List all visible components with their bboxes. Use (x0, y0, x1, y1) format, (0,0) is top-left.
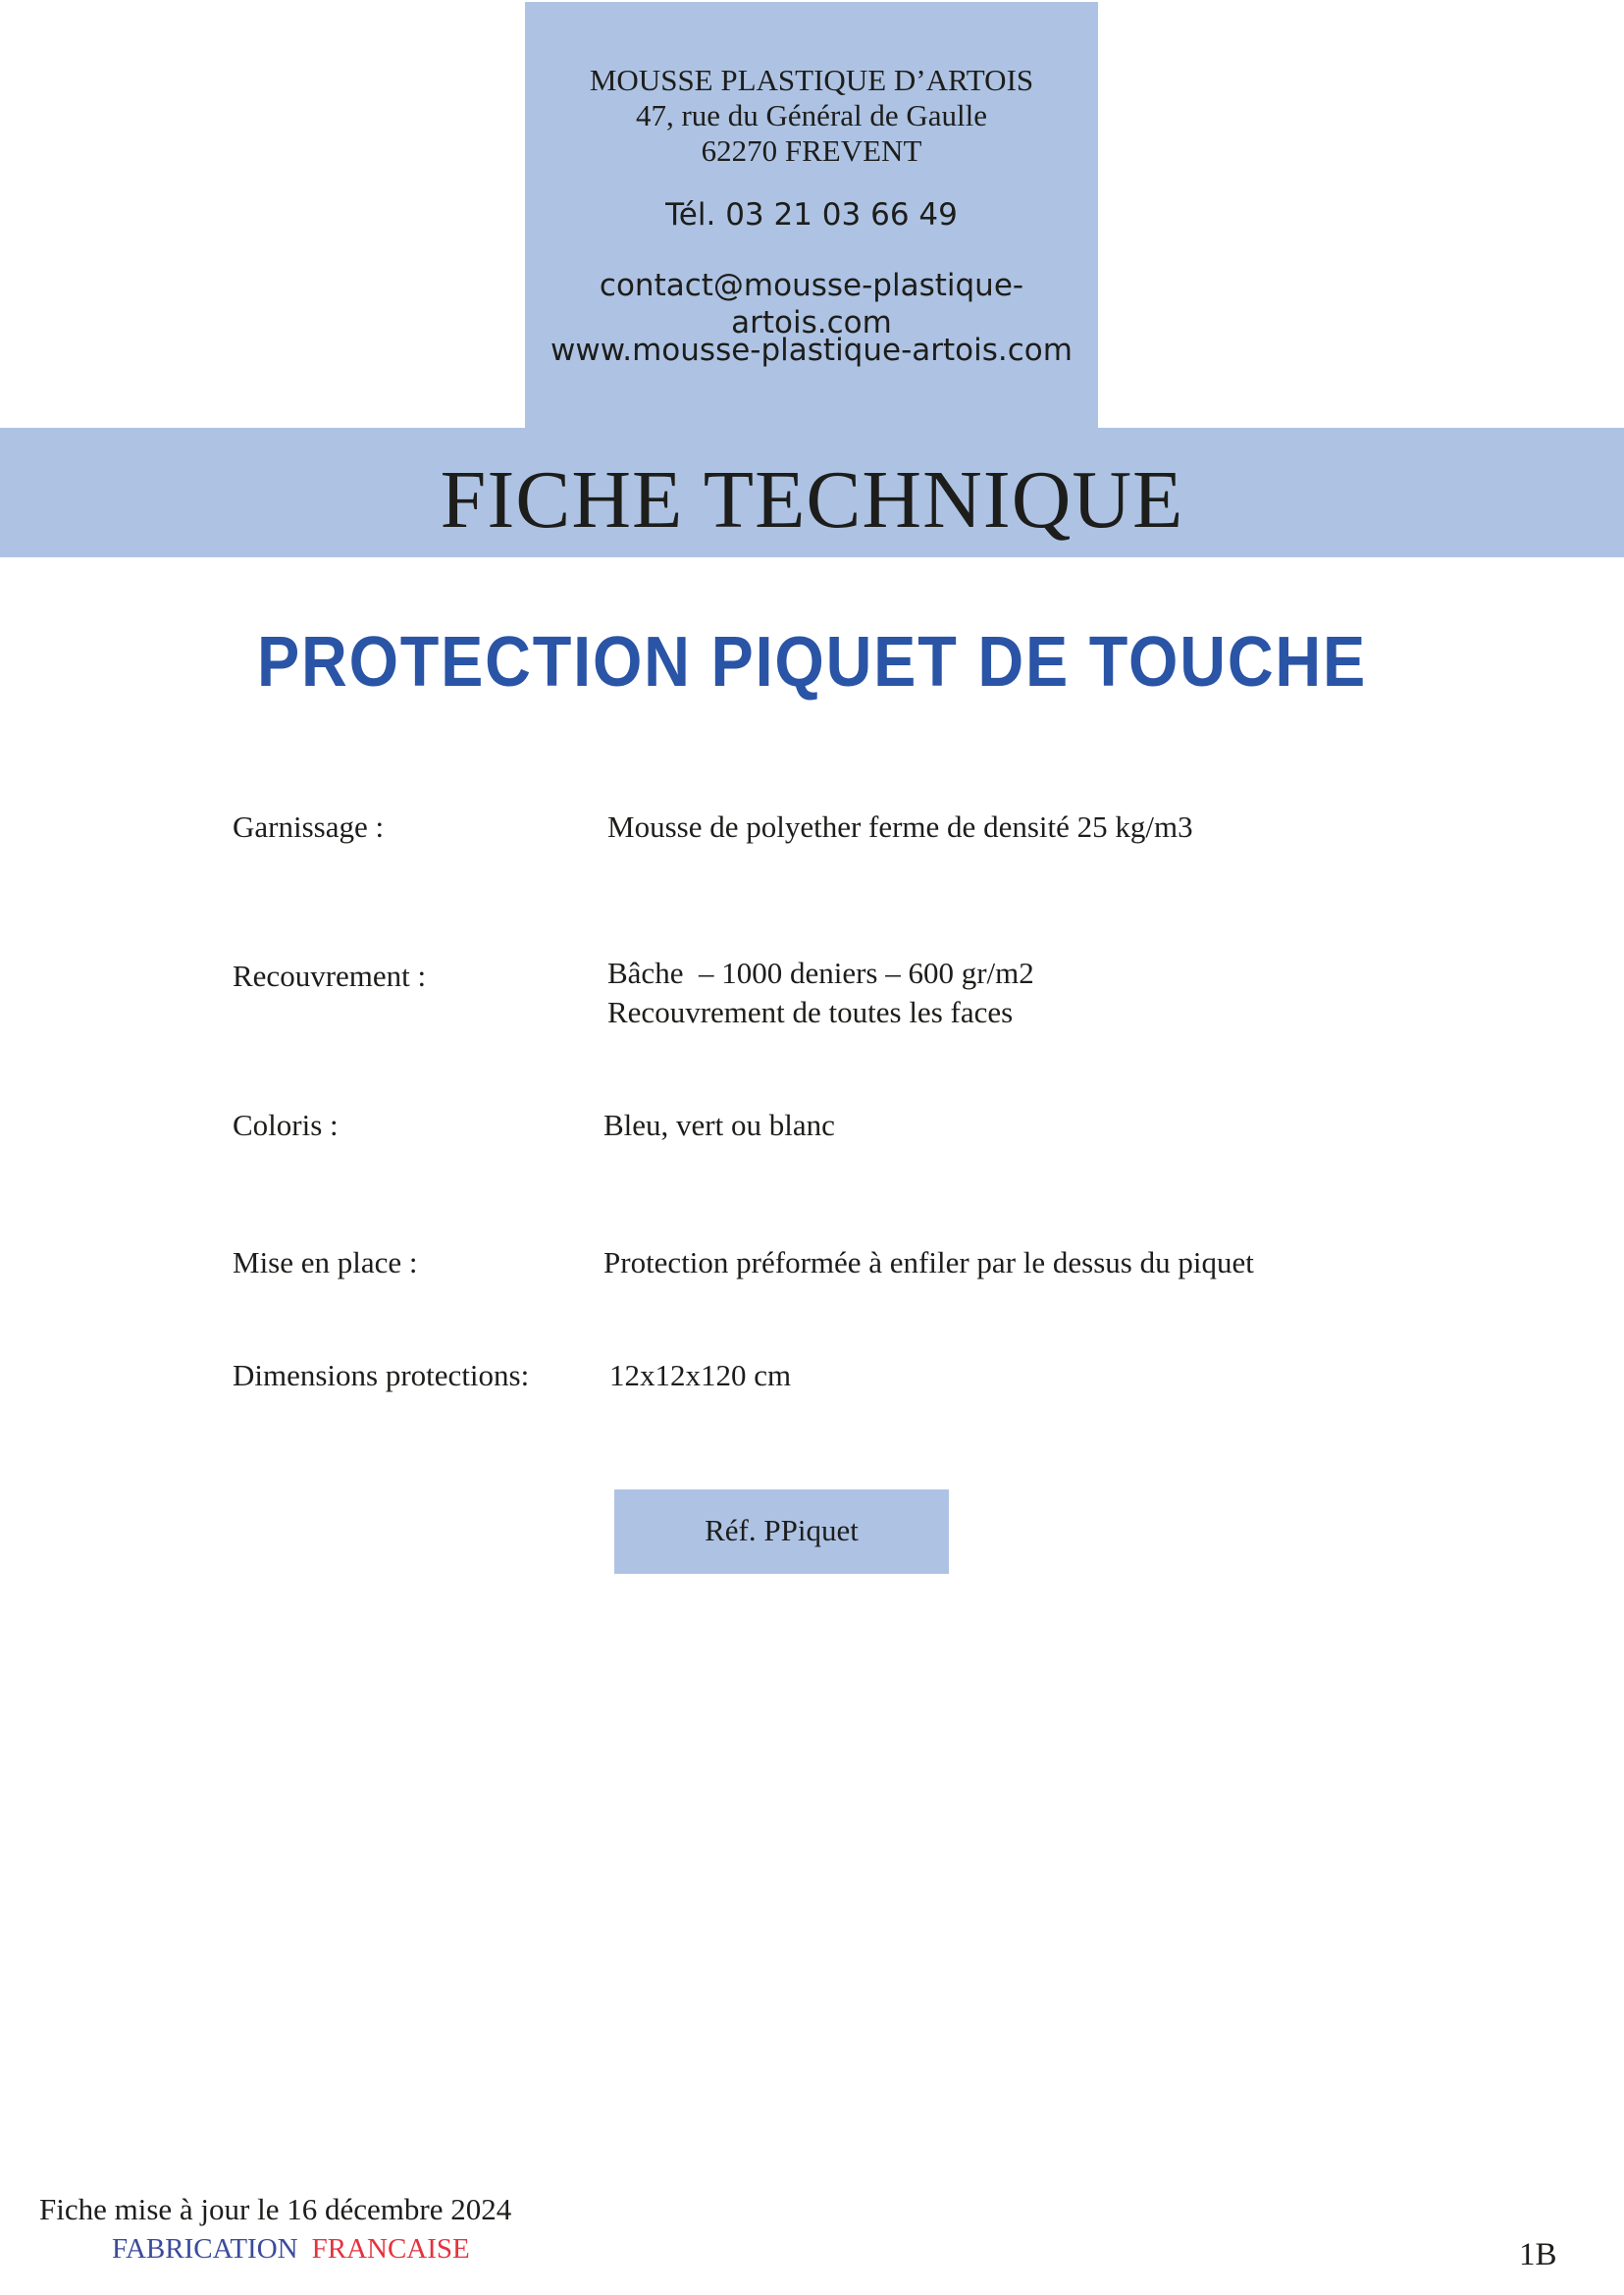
company-name: MOUSSE PLASTIQUE D’ARTOIS (589, 63, 1034, 97)
spec-label-coloris: Coloris : (233, 1108, 339, 1142)
spec-label-garnissage: Garnissage : (233, 809, 385, 844)
spec-value-dimensions: 12x12x120 cm (609, 1358, 792, 1392)
spec-label-mise-en-place: Mise en place : (233, 1245, 418, 1279)
footer-fabrication (112, 2231, 470, 2267)
spec-value-recouvrement-line2: Recouvrement de toutes les faces (607, 995, 1014, 1029)
spec-label-recouvrement: Recouvrement : (233, 959, 427, 993)
spec-value-garnissage: Mousse de polyether ferme de densité 25 kg/m3 (607, 809, 1193, 844)
fabrication-word: FABRICATION (112, 2233, 298, 2265)
spec-label-dimensions: Dimensions protections: (233, 1358, 530, 1392)
company-email: contact@mousse-plastique-artois.com (599, 268, 1024, 340)
company-website: www.mousse-plastique-artois.com (550, 333, 1073, 368)
reference-box (614, 1489, 949, 1574)
spec-value-mise-en-place: Protection préformée à enfiler par le dessus du piquet (603, 1245, 1254, 1279)
document-title: FICHE TECHNIQUE (440, 454, 1184, 546)
product-title: PROTECTION PIQUET DE TOUCHE (256, 623, 1368, 702)
company-header-box (525, 2, 1098, 430)
spec-value-recouvrement-line1: Bâche – 1000 deniers – 600 gr/m2 (607, 956, 1034, 990)
footer-update-date: Fiche mise à jour le 16 décembre 2024 (39, 2192, 512, 2226)
francaise-word: FRANCAISE (311, 2233, 470, 2265)
company-street-address: 47, rue du Général de Gaulle (635, 98, 988, 132)
company-phone: Tél. 03 21 03 66 49 (665, 197, 958, 233)
reference-label: Réf. PPiquet (705, 1513, 859, 1547)
company-city: 62270 FREVENT (701, 133, 922, 168)
spec-value-coloris: Bleu, vert ou blanc (603, 1108, 835, 1142)
page-code: 1B (1519, 2237, 1557, 2272)
title-band (0, 428, 1624, 557)
